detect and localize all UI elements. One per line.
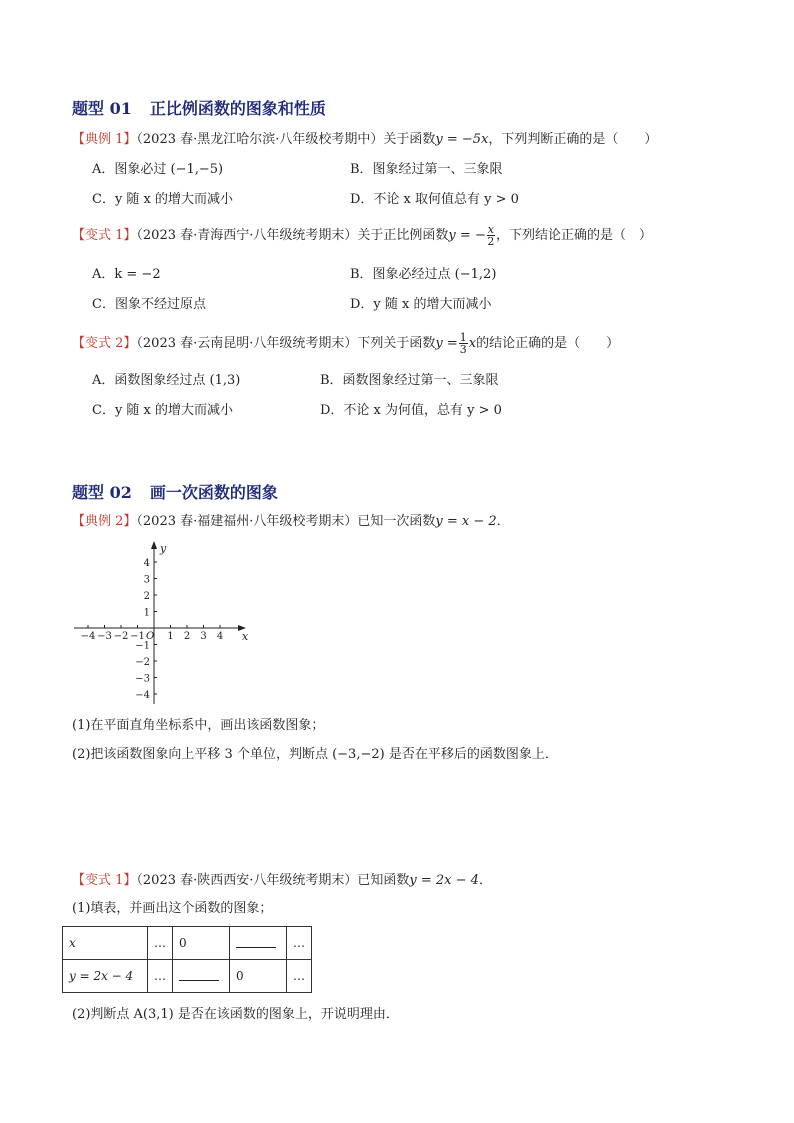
- fraction-denominator: 3: [459, 343, 467, 356]
- option-b: B．函数图象经过第一、三象限: [320, 373, 499, 388]
- answer-blank[interactable]: [179, 968, 219, 981]
- question-part-1: (1)在平面直角坐标系中，画出该函数图象；: [72, 718, 325, 733]
- question-source: （2023 春·云南昆明·八年级统考期末）下列关于函数: [136, 336, 436, 351]
- table-cell-blank[interactable]: [173, 960, 230, 993]
- variant-2-question: [72, 332, 619, 355]
- y-tick-label: 2: [143, 591, 150, 602]
- fraction-numerator: 1: [459, 331, 467, 344]
- table-cell: …: [287, 960, 312, 993]
- option-c: C．图象不经过原点: [92, 297, 206, 312]
- equation-suffix: x: [468, 336, 477, 351]
- question-tail: 的结论正确的是（ ）: [476, 336, 620, 351]
- section-code: 题型 01: [72, 99, 132, 118]
- variant-tag: 【变式 1】: [72, 873, 137, 888]
- equation-prefix: y =: [435, 336, 458, 351]
- table-cell: 0: [230, 960, 287, 993]
- example-2-question: [72, 513, 510, 531]
- section-title: 画一次函数的图象: [149, 483, 278, 502]
- option-a: A．函数图象经过点 (1,3): [92, 373, 241, 388]
- variant-1-question: [72, 224, 652, 247]
- variant-tag: 【变式 2】: [72, 336, 137, 351]
- y-tick-label: −4: [135, 690, 150, 701]
- y-axis-arrow: [151, 541, 157, 549]
- x-tick-label: 2: [183, 631, 191, 642]
- example-tag: 【典例 2】: [72, 514, 137, 529]
- y-tick-label: 4: [143, 558, 150, 569]
- value-table: [62, 926, 312, 993]
- question-tail: ，下列结论正确的是（ ）: [496, 228, 653, 243]
- variant-1-question: [72, 872, 492, 890]
- fraction: [487, 224, 495, 247]
- question-tail: ，下列判断正确的是（ ）: [488, 132, 658, 147]
- option-b: B．图象经过第一、三象限: [350, 162, 503, 177]
- variant-tag: 【变式 1】: [72, 228, 137, 243]
- x-tick-label: 4: [216, 631, 224, 642]
- table-cell: …: [287, 927, 312, 960]
- table-row: [63, 927, 312, 960]
- answer-blank[interactable]: [236, 935, 276, 948]
- example-1-question: [72, 131, 657, 149]
- y-tick-label: −3: [135, 673, 150, 685]
- y-tick-label: 3: [143, 574, 150, 586]
- y-axis-label: y: [160, 542, 167, 555]
- x-tick-label: −3: [97, 631, 112, 642]
- x-tick-label: −4: [80, 631, 96, 642]
- y-tick-label: −1: [135, 640, 150, 652]
- option-d: D．不论 x 为何值，总有 y > 0: [320, 403, 502, 418]
- option-a: A．图象必过 (−1,−5): [92, 162, 224, 177]
- option-c: C．y 随 x 的增大而减小: [92, 192, 234, 207]
- y-tick-label: −2: [135, 657, 150, 668]
- table-cell: …: [148, 960, 173, 993]
- option-d: D．不论 x 取何值总有 y > 0: [350, 192, 519, 207]
- x-tick-label: 1: [167, 631, 174, 642]
- fraction-denominator: 2: [487, 235, 495, 248]
- x-tick-label: 3: [200, 631, 207, 642]
- question-source: （2023 春·陕西西安·八年级统考期末）已知函数: [136, 873, 410, 888]
- x-axis-label: x: [242, 630, 249, 643]
- table-row: [63, 960, 312, 993]
- coordinate-axes: [70, 540, 260, 710]
- fraction: [459, 332, 468, 355]
- example-tag: 【典例 1】: [72, 132, 137, 147]
- fraction-numerator: x: [487, 223, 495, 236]
- question-source: （2023 春·青海西宁·八年级统考期末）关于正比例函数: [136, 228, 449, 243]
- section-code: 题型 02: [72, 483, 132, 502]
- section-title: 正比例函数的图象和性质: [149, 99, 326, 118]
- question-source: （2023 春·福建福州·八年级校考期末）已知一次函数: [136, 514, 436, 529]
- equation: y = x − 2: [435, 514, 497, 529]
- question-source: （2023 春·黑龙江哈尔滨·八年级校考期中）关于函数: [136, 132, 436, 147]
- question-part-1: (1)填表，并画出这个函数的图象；: [72, 901, 273, 916]
- option-c: C．y 随 x 的增大而减小: [92, 403, 234, 418]
- table-cell: 0: [173, 927, 230, 960]
- question-part-2: (2)判断点 A(3,1) 是否在该函数的图象上，开说明理由．: [72, 1007, 399, 1022]
- x-tick-label: −2: [113, 631, 129, 642]
- option-d: D．y 随 x 的增大而减小: [350, 297, 492, 312]
- x-tick-label: −1: [130, 631, 145, 642]
- table-cell-blank[interactable]: [230, 927, 287, 960]
- equation: y = −5x: [435, 132, 489, 147]
- question-part-2: (2)把该函数图象向上平移 3 个单位，判断点 (−3,−2) 是否在平移后的函数图象上．: [72, 747, 558, 762]
- equation-prefix: y = −: [448, 228, 486, 243]
- table-cell: x: [63, 927, 148, 960]
- question-tail: ．: [496, 514, 510, 529]
- question-tail: ．: [478, 873, 492, 888]
- y-tick-label: 1: [143, 607, 150, 619]
- option-b: B．图象必经过点 (−1,2): [350, 267, 497, 282]
- origin-label: O: [146, 631, 155, 642]
- table-cell: …: [148, 927, 173, 960]
- section-heading-01: [72, 96, 326, 119]
- table-cell: y = 2x − 4: [63, 960, 148, 993]
- option-a: A．k = −2: [92, 267, 161, 282]
- section-heading-02: [72, 480, 278, 503]
- equation: y = 2x − 4: [409, 873, 479, 888]
